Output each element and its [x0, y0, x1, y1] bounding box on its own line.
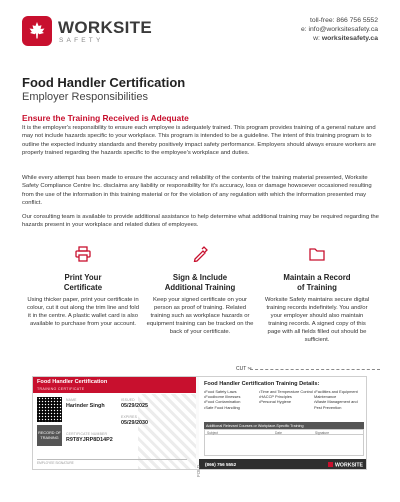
expires-date: 05/29/2030 [121, 420, 148, 426]
expires-label: EXPIRES [121, 415, 138, 419]
certificate-footer [199, 459, 367, 470]
sign-title-line1: Sign & Include [172, 273, 228, 282]
record-stamp: RECORD OF TRAINING [37, 425, 62, 446]
print-certificate-column [27, 246, 139, 328]
contact-web-label: w: [313, 35, 320, 42]
issued-label: ISSUED [121, 398, 135, 402]
col-date: Date [275, 431, 282, 435]
cert-number: R9T8YJRP8D14P2 [66, 437, 113, 443]
certificate-title: Food Handler Certification [37, 379, 108, 385]
page-header [22, 16, 378, 56]
signature-pen-icon [192, 246, 208, 262]
issued-date: 05/29/2025 [121, 403, 148, 409]
brand-name: WORKSITE [58, 18, 153, 37]
cut-label: CUT ✂ [236, 366, 252, 372]
cert-number-label: CERTIFICATE NUMBER [66, 432, 108, 436]
sign-training-column [144, 246, 256, 336]
scissors-icon: ✂ [247, 366, 252, 372]
details-title: Food Handler Certification Training Details: [204, 381, 320, 387]
cut-line [250, 369, 380, 370]
page-title: Food Handler Certification [22, 75, 186, 90]
maple-leaf-logo-icon [22, 16, 52, 46]
fold-label: FOLD [196, 464, 201, 477]
print-text: Using thicker paper, print your certificate in colour, cut it out along the trim line and fold it in the centre. A plastic wallet card is also available to purchase from your account. [27, 297, 139, 328]
contact-tollfree: toll-free: 866 756 5552 [309, 17, 378, 24]
certificate-back [199, 377, 367, 470]
certificate-front [33, 377, 196, 470]
contact-email: e: info@worksitesafety.ca [300, 26, 378, 33]
signature-line [37, 459, 187, 460]
printer-icon [75, 246, 91, 262]
contact-web [301, 34, 378, 43]
certificate-card [32, 376, 367, 470]
print-title-line1: Print Your [64, 273, 102, 282]
detail-item: • Safe Food Handling [204, 405, 259, 410]
detail-item: • Food Safety Laws [204, 389, 259, 394]
paragraph-consulting: Our consulting team is available to provide additional assistance to help determine what additional training may be required regarding the hazards present in your workplace and related duties of employees. [22, 214, 379, 229]
footer-brand: WORKSITE [328, 462, 363, 469]
print-title-line2: Certificate [63, 282, 103, 292]
contact-block [301, 16, 378, 43]
detail-item: • HACCP Principles [259, 394, 314, 399]
detail-item: • Waste Management and Pest Prevention [314, 399, 366, 409]
details-list-1 [204, 389, 259, 410]
additional-training-heading: Additional Relevant Courses or Workplace-Specific Training [204, 422, 364, 429]
paragraph-disclaimer: While every attempt has been made to ensure the accuracy and reliability of the contents of the training material presented, Worksite Safety Compliance Centre Inc. disclaims any liability or responsibility for it's accuracy, loss or damage howsoever occasioned resulting from the use of the information in this training material or for the violation of any regulation with which the information presented may conflict. [22, 175, 372, 206]
signature-label: EMPLOYEE SIGNATURE [37, 461, 74, 465]
detail-item: • Foodborne Illnesses [204, 394, 259, 399]
record-title-line2: of Training [297, 282, 337, 292]
record-training-column [261, 246, 373, 345]
detail-item: • Facilities and Equipment Maintenance [314, 389, 366, 399]
name-label: NAME [66, 398, 77, 402]
paragraph-responsibility: It is the employer's responsibility to ensure each employee is adequately trained. This program provides training of a general nature and may not include hazards specific to your workplace. This program is intended to be a guideline. The intent of this training program is to outline the expected industry standards and thereby positively impact safety performance. Employers should always ensure workers are properly trained regarding the hazards specific to the employee's workplace and duties. [22, 125, 376, 156]
record-title-line1: Maintain a Record [283, 273, 351, 282]
details-list-3 [314, 389, 366, 410]
certificate-subtitle: TRAINING CERTIFICATE [37, 386, 85, 391]
page-subtitle: Employer Responsibilities [22, 91, 148, 103]
col-subject: Subject [207, 431, 218, 435]
col-signature: Signature [315, 431, 330, 435]
maple-leaf-icon [328, 462, 333, 467]
record-text: Worksite Safety maintains secure digital training records indefinitely. You and/or your employer should also maintain training records. A signed copy of this page with all fields filled out should be sufficient. [264, 297, 370, 344]
contact-web-link[interactable]: worksitesafety.ca [321, 35, 378, 42]
folder-icon [309, 246, 325, 262]
detail-item: • Personal Hygiene [259, 399, 314, 404]
additional-training-area [204, 435, 364, 456]
section-heading: Ensure the Training Received is Adequate [22, 113, 189, 123]
brand-tagline: SAFETY [59, 37, 104, 44]
qr-code-icon [37, 397, 62, 422]
details-list-2 [259, 389, 314, 405]
sign-text: Keep your signed certificate on your person as proof of training. Related training such as workplace hazards or equipment training can be tracked on the back of your certificate. [146, 297, 254, 336]
holder-name: Harinder Singh [66, 403, 105, 409]
sign-title-line2: Additional Training [164, 282, 236, 292]
detail-item: • Time and Temperature Control [259, 389, 314, 394]
detail-item: • Food Contamination [204, 399, 259, 404]
footer-phone: (866) 756 5552 [205, 462, 237, 467]
